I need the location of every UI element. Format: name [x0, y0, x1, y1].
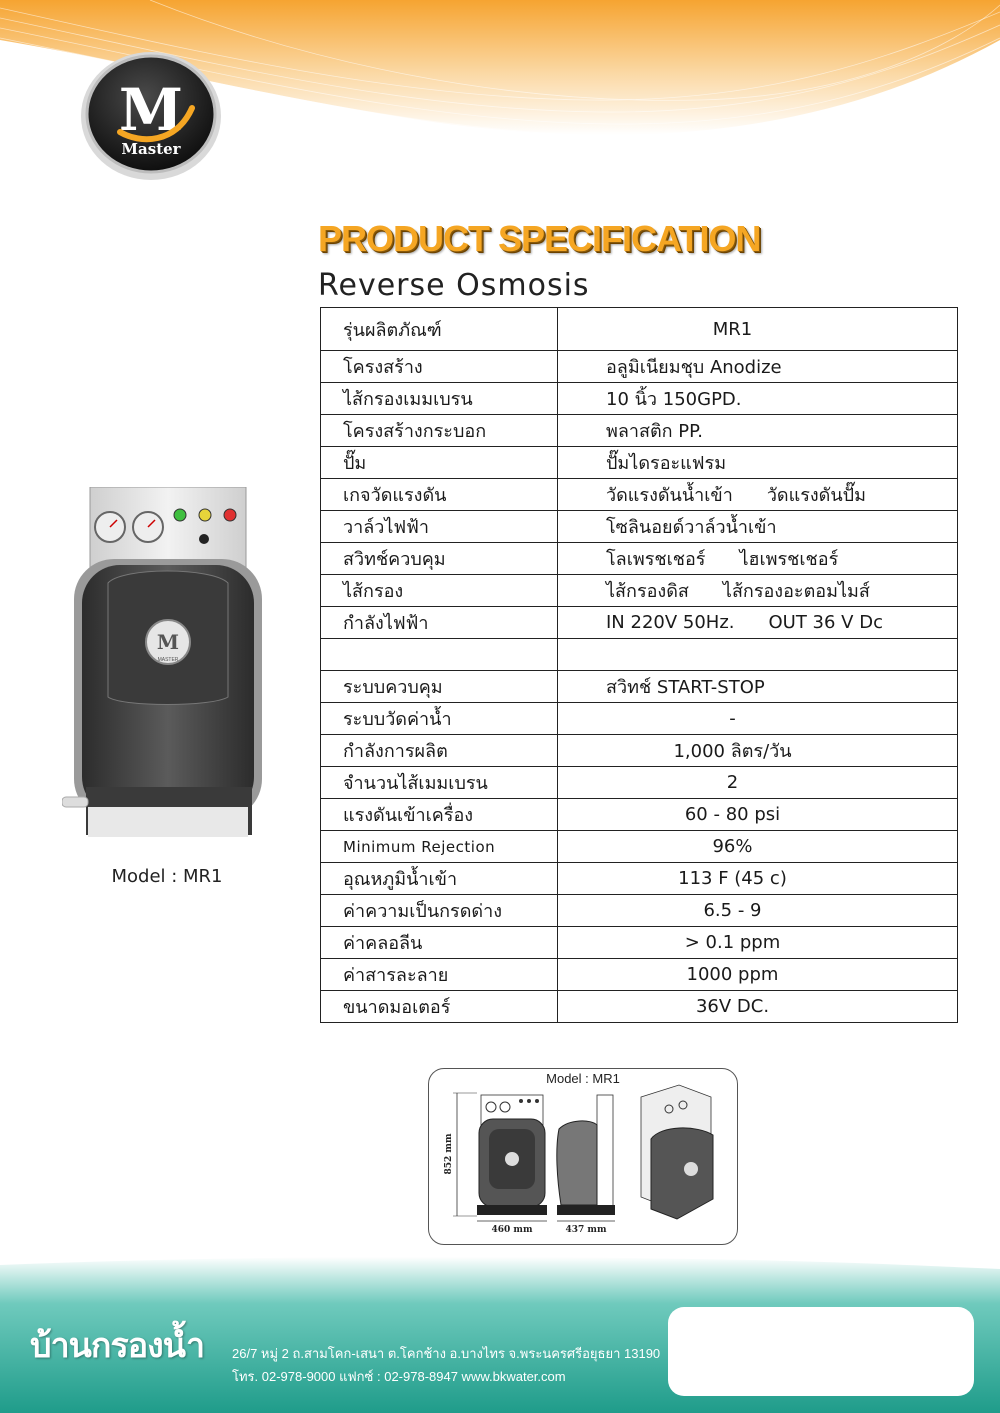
spec-row [321, 511, 958, 543]
spec-value: ปั๊มไดรอะแฟรม [606, 453, 727, 474]
spec-label: สวิทช์ควบคุม [321, 543, 558, 575]
spec-label: โครงสร้างกระบอก [321, 415, 558, 447]
spec-label: เกจวัดแรงดัน [321, 479, 558, 511]
spec-value-cell [558, 543, 958, 575]
page-title: PRODUCT SPECIFICATION [318, 218, 761, 259]
spec-label: ขนาดมอเตอร์ [321, 991, 558, 1023]
spec-value: พลาสติก PP. [606, 421, 703, 442]
spec-value: โซลินอยด์วาล์วน้ำเข้า [606, 517, 777, 538]
spec-row [321, 575, 958, 607]
spec-value: วัดแรงดันน้ำเข้า [606, 485, 733, 506]
spec-row [321, 831, 958, 863]
spec-value-cell [558, 735, 958, 767]
spec-label: ค่าสารละลาย [321, 959, 558, 991]
spec-row [321, 639, 958, 671]
spec-value-secondary: วัดแรงดันปั๊ม [766, 485, 866, 506]
footer-blank-box [668, 1307, 974, 1396]
height-label: 852 mm [444, 1133, 454, 1175]
footer-brand: บ้านกรองน้ำ [30, 1326, 205, 1366]
spec-value-cell [558, 831, 958, 863]
spec-label: จำนวนไส้เมมเบรน [321, 767, 558, 799]
spec-value-cell [558, 575, 958, 607]
spec-value-secondary: ไส้กรองอะตอมไมส์ [722, 581, 870, 602]
spec-value: ไส้กรองดิส [606, 581, 689, 602]
spec-label: โครงสร้าง [321, 351, 558, 383]
spec-label: ค่าคลอลีน [321, 927, 558, 959]
spec-row [321, 447, 958, 479]
depth-label: 437 mm [565, 1225, 607, 1235]
svg-text:M: M [118, 76, 184, 144]
spec-value: IN 220V 50Hz. [606, 612, 735, 633]
spec-row [321, 607, 958, 639]
spec-table [320, 307, 958, 1023]
spec-value-cell [558, 308, 958, 351]
spec-value: 10 นิ้ว 150GPD. [606, 389, 742, 410]
spec-value-cell [558, 703, 958, 735]
spec-value: 36V DC. [695, 996, 770, 1017]
spec-row [321, 415, 958, 447]
page-subtitle: Reverse Osmosis [318, 268, 590, 303]
spec-value-cell [558, 959, 958, 991]
spec-value: 1000 ppm [686, 964, 779, 985]
spec-value-cell [558, 927, 958, 959]
spec-value-secondary: ไฮเพรชเชอร์ [739, 549, 839, 570]
spec-value: อลูมิเนียมชุบ Anodize [606, 357, 782, 378]
spec-value-cell [558, 479, 958, 511]
spec-value-cell [558, 991, 958, 1023]
spec-label: ค่าความเป็นกรดด่าง [321, 895, 558, 927]
spec-value-cell [558, 767, 958, 799]
spec-value-cell [558, 511, 958, 543]
spec-row [321, 671, 958, 703]
spec-value: - [729, 708, 736, 729]
spec-row [321, 991, 958, 1023]
footer-address: 26/7 หมู่ 2 ถ.สามโคก-เสนา ต.โคกช้าง อ.บางไทร จ.พระนครศรีอยุธยา 13190 [232, 1346, 661, 1361]
spec-value: > 0.1 ppm [684, 932, 781, 953]
spec-row [321, 543, 958, 575]
spec-value: สวิทช์ START-STOP [606, 677, 765, 698]
model-caption: Model : MR1 [111, 866, 223, 887]
spec-value: 1,000 ลิตร/วัน [673, 741, 792, 762]
spec-label: อุณหภูมิน้ำเข้า [321, 863, 558, 895]
spec-label: กำลังไฟฟ้า [321, 607, 558, 639]
spec-value-cell [558, 351, 958, 383]
spec-value-cell [558, 671, 958, 703]
spec-value: MR1 [712, 318, 753, 340]
spec-value-cell [558, 447, 958, 479]
width-label: 460 mm [491, 1225, 533, 1235]
spec-value: 113 F (45 c) [678, 868, 787, 889]
product-photo [62, 487, 272, 842]
spec-value-cell [558, 415, 958, 447]
spec-value: โลเพรชเชอร์ [606, 549, 706, 570]
spec-label: ไส้กรองเมมเบรน [321, 383, 558, 415]
spec-row [321, 308, 958, 351]
dimension-drawing [428, 1068, 738, 1245]
spec-value: 60 - 80 psi [684, 804, 781, 825]
drawing-title: Model : MR1 [546, 1071, 620, 1086]
spec-row [321, 767, 958, 799]
spec-label: วาล์วไฟฟ้า [321, 511, 558, 543]
spec-label: รุ่นผลิตภัณฑ์ [321, 308, 558, 351]
spec-value-secondary: OUT 36 V Dc [768, 612, 883, 633]
spec-row [321, 703, 958, 735]
spec-value: 6.5 - 9 [703, 900, 762, 921]
spec-label: ปั๊ม [321, 447, 558, 479]
footer-contact: โทร. 02-978-9000 แฟกซ์ : 02-978-8947 www.bkwater.com [232, 1369, 566, 1384]
spec-row [321, 351, 958, 383]
dimension-drawing-illustration [429, 1069, 737, 1244]
spec-row [321, 479, 958, 511]
spec-row [321, 799, 958, 831]
spec-value: 2 [726, 772, 739, 793]
spec-value-cell [558, 799, 958, 831]
spec-value-cell [558, 863, 958, 895]
spec-row [321, 895, 958, 927]
spec-row [321, 735, 958, 767]
spec-row [321, 863, 958, 895]
spec-label: แรงดันเข้าเครื่อง [321, 799, 558, 831]
master-logo [80, 48, 222, 180]
spec-row [321, 383, 958, 415]
spec-value-cell [558, 639, 958, 671]
spec-label: ระบบควบคุม [321, 671, 558, 703]
spec-label: ไส้กรอง [321, 575, 558, 607]
spec-label: Minimum Rejection [321, 831, 558, 863]
svg-text:Master: Master [121, 140, 181, 158]
svg-text:M: M [156, 630, 180, 654]
svg-text:MASTER: MASTER [157, 657, 179, 663]
spec-label: ระบบวัดค่าน้ำ [321, 703, 558, 735]
spec-label: กำลังการผลิต [321, 735, 558, 767]
spec-value: 96% [712, 836, 753, 857]
spec-label [321, 639, 558, 671]
spec-row [321, 927, 958, 959]
spec-value-cell [558, 895, 958, 927]
spec-value-cell [558, 383, 958, 415]
spec-value-cell [558, 607, 958, 639]
spec-row [321, 959, 958, 991]
